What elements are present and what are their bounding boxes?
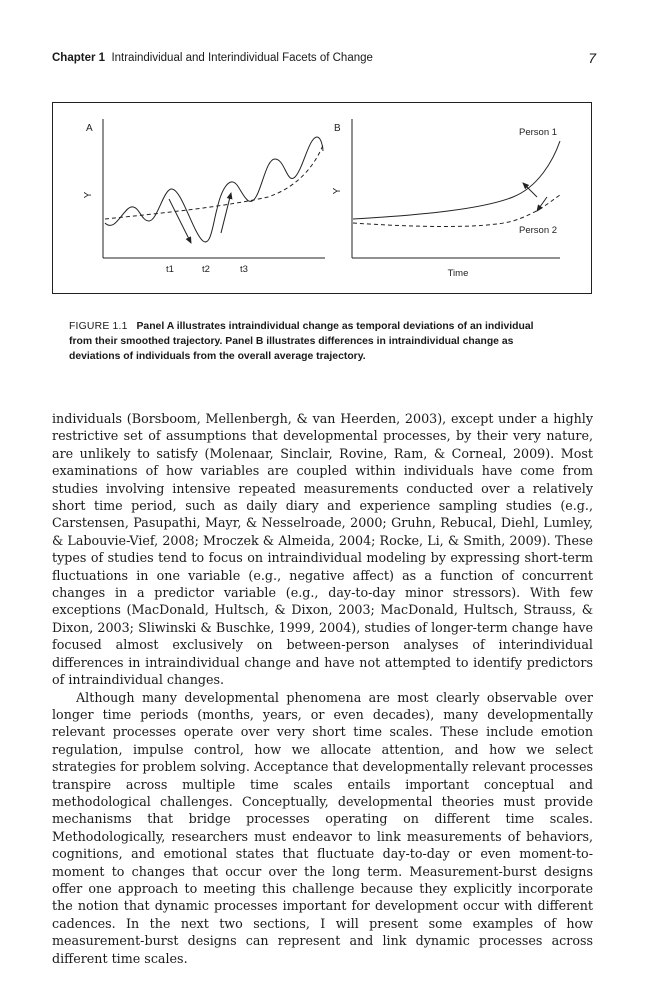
panel-a-smoothed-trajectory — [105, 145, 323, 219]
panel-a — [83, 119, 325, 275]
person-1-label: Person 1 — [519, 127, 558, 138]
person-2-trajectory — [353, 195, 560, 227]
figure-caption — [69, 319, 559, 365]
paragraph: Although many developmental phenomena are most clearly observable over longer time periods (months, years, or even decades), many developmentally relevant processes operate over very short time scales. These include emotion regulation, impulse control, how we allocate attention, and how we select strategies for problem solving. Acceptance that developmentally relevant processes transpire across multiple time scales entails important conceptual and methodological challenges. Conceptually, developmental theories must provide mechanisms that bridge processes operating on different time scales. Methodologically, researchers must endeavor to link measurements of behaviors, cognitions, and emotional states that fluctuate day-to-day or even moment-to-moment to changes that occur over the long term. Measurement-burst designs offer one approach to meeting this challenge because they explicitly incorporate the notion that dynamic processes important for development occur with different cadences. In the next two sections, I will present some examples of how measurement-burst designs can represent and link dynamic processes across different time scales. — [52, 689, 593, 966]
panel-b-deviation-arrow-down — [537, 197, 547, 211]
panel-a-deviation-arrow-up — [221, 193, 231, 233]
page-number: 7 — [588, 50, 596, 66]
time-tick-t2: t2 — [202, 264, 210, 275]
person-2-label: Person 2 — [519, 225, 558, 236]
chapter-title: Intraindividual and Interindividual Facets of Change — [111, 52, 373, 64]
figure-svg — [53, 103, 593, 295]
panel-b-x-label: Time — [447, 268, 469, 279]
body-text — [52, 410, 593, 967]
panel-b-y-label: Y — [332, 187, 343, 195]
time-tick-t3: t3 — [240, 264, 248, 275]
figure-1-1 — [52, 102, 592, 294]
panel-a-label: A — [86, 123, 93, 134]
figure-caption-text: Panel A illustrates intraindividual change as temporal deviations of an individual from their smoothed trajectory. Panel B illustrates differences in intraindividual change as deviations of individuals from the overall average trajectory. — [69, 321, 534, 363]
panel-a-deviation-arrow-down — [169, 199, 191, 243]
figure-caption-label: FIGURE 1.1 — [69, 321, 128, 332]
chapter-label: Chapter 1 — [52, 52, 106, 64]
time-tick-t1: t1 — [166, 264, 174, 275]
person-1-trajectory — [353, 141, 560, 219]
panel-a-y-label: Y — [83, 191, 94, 199]
panel-b-label: B — [334, 123, 341, 134]
running-head — [52, 49, 596, 67]
panel-b — [332, 119, 560, 279]
panel-a-observed-trajectory — [105, 137, 323, 242]
paragraph: individuals (Borsboom, Mellenbergh, & van Heerden, 2003), except under a highly restrictive set of assumptions that developmental processes, by their very nature, are unlikely to satisfy (Molenaar, Sinclair, Rovine, Ram, & Corneal, 2009). Most examinations of how variables are coupled within individuals have come from studies involving intensive repeated measurements conducted over a relatively short time period, such as daily diary and experience sampling studies (e.g., Carstensen, Pasupathi, Mayr, & Nesselroade, 2000; Gruhn, Rebucal, Diehl, Lumley, & Labouvie-Vief, 2008; Mroczek & Almeida, 2004; Rocke, Li, & Smith, 2009). These types of studies tend to focus on intraindividual modeling by expressing short-term fluctuations in one variable (e.g., negative affect) as a function of concurrent changes in a predictor variable (e.g., day-to-day minor stressors). With few exceptions (MacDonald, Hultsch, & Dixon, 2003; MacDonald, Hultsch, Strauss, & Dixon, 2003; Sliwinski & Buschke, 1999, 2004), studies of longer-term change have focused almost exclusively on between-person analyses of interindividual differences in intraindividual change and have not attempted to identify predictors of intraindividual changes. — [52, 411, 593, 688]
